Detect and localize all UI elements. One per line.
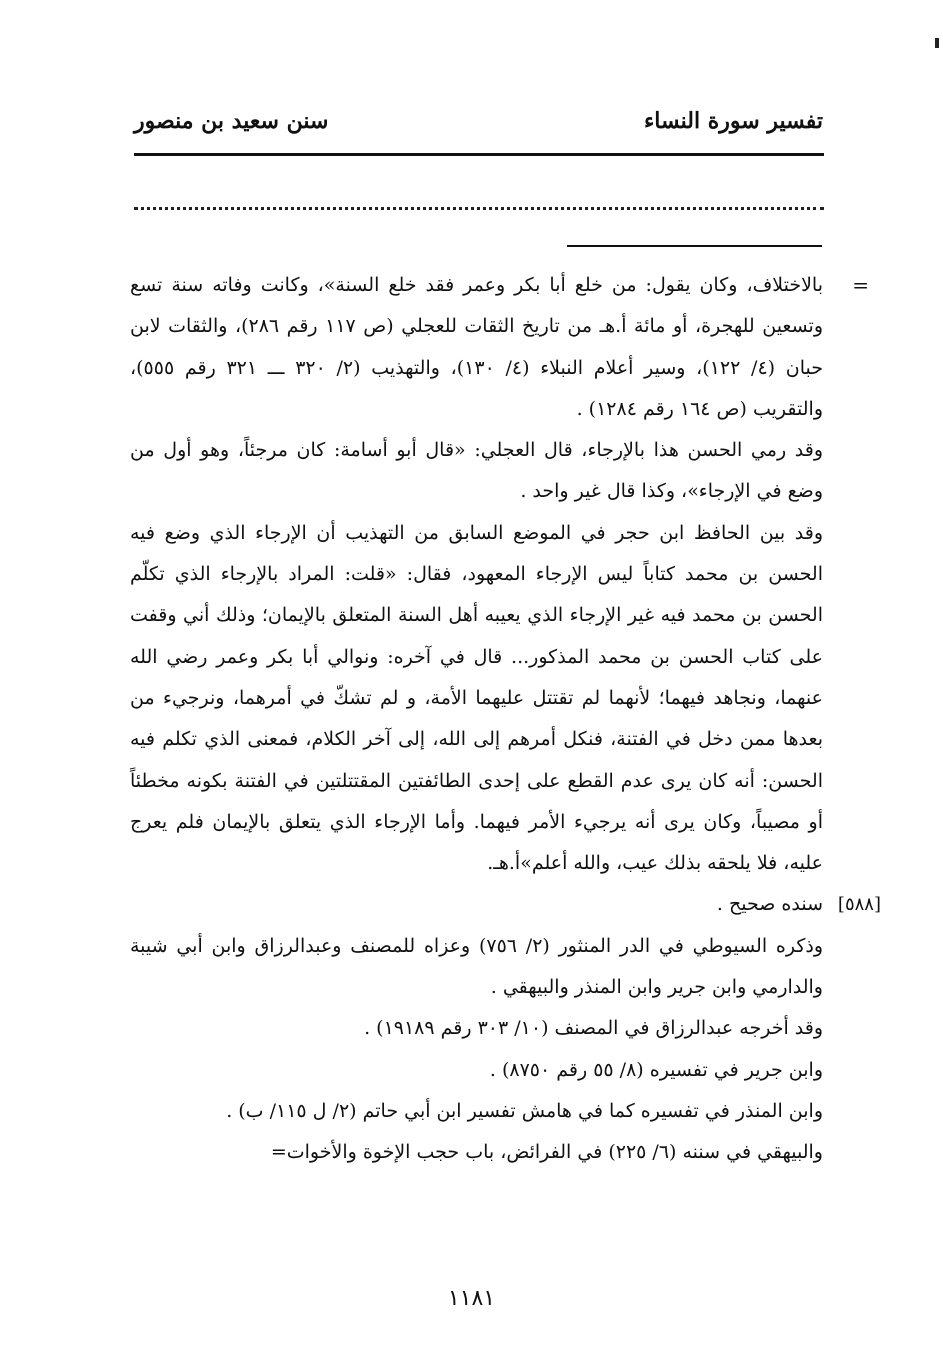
note-line: وابن جرير في تفسيره (٨/ ٥٥ رقم ٨٧٥٠) . bbox=[489, 1058, 823, 1081]
note-line: وابن المنذر في تفسيره كما في هامش تفسير ابن أبي حاتم (٢/ ل ١١٥/ ب) . bbox=[226, 1099, 823, 1122]
note-number: [٥٨٨] bbox=[837, 894, 881, 916]
note-line: وقد أخرجه عبدالرزاق في المصنف (١٠/ ٣٠٣ رقم ١٩١٨٩) . bbox=[364, 1017, 823, 1040]
note-line: سنده صحيح . bbox=[716, 893, 823, 916]
continuation-marker: = bbox=[852, 273, 869, 297]
continued-note-paragraph: بالاختلاف، وكان يقول: من خلع أبا بكر وعمر فقد خلع السنة»، وكانت وفاته سنة تسع وتسعين للهجرة، أو مائة أ.هـ من تاريخ الثقات للعجلي (ص ١١٧ رقم ٢٨٦)، والثقات لابن حبان (٤/ ١٢٢)، وسير أعلام النبلاء (٤/ ١٣٠)، والتهذيب (٢/ ٣٢٠ ـــ ٣٢١ رقم ٥٥٥)، والتقريب (ص ١٦٤ رقم ١٢٨٤) . bbox=[130, 274, 824, 420]
footnote-rule bbox=[567, 245, 822, 247]
note-line: والبيهقي في سننه (٦/ ٢٢٥) في الفرائض، باب حجب الإخوة والأخوات= bbox=[270, 1141, 823, 1164]
chapter-title: تفسير سورة النساء bbox=[643, 108, 823, 134]
page-number: ١١٨١ bbox=[447, 1286, 496, 1311]
irja-paragraph: وقد رمي الحسن هذا بالإرجاء، قال العجلي: «قال أبو أسامة: كان مرجئاً، وهو أول من وضع في الإرجاء»، وكذا قال غير واحد . bbox=[130, 439, 823, 503]
scan-mark bbox=[935, 38, 939, 48]
note-line: وذكره السيوطي في الدر المنثور (٢/ ٧٥٦) وعزاه للمصنف وعبدالرزاق وابن أبي شيبة والدارمي وابن جرير وابن المنذر والبيهقي . bbox=[130, 934, 824, 999]
footnotes-body bbox=[130, 265, 881, 1174]
book-title: سنن سعيد بن منصور bbox=[134, 108, 329, 134]
ibn-hajar-paragraph: وقد بين الحافظ ابن حجر في الموضع السابق من التهذيب أن الإرجاء الذي وضع فيه الحسن بن محمد كتاباً ليس الإرجاء المعهود، فقال: «قلت: المراد بالإرجاء الذي تكلّم الحسن بن محمد فيه غير الإرجاء الذي يعيبه أهل السنة المتعلق بالإيمان؛ وذلك أني وقفت على كتاب الحسن بن محمد المذكور... قال في آخره: ونوالي أبا بكر وعمر رضي الله عنهما، ونجاهد فيهما؛ لأنهما لم تقتتل عليهما الأمة، و لم تشكّ في أمرهما، ونرجيء من بعدها ممن دخل في الفتنة، فنكل أمرهم إلى الله، إلى آخر الكلام، فمعنى الذي تكلم فيه الحسن: أنه كان يرى عدم القطع على إحدى الطائفتين المقتتلتين في الفتنة بكونه مخطئاً أو مصيباً، وكان يرى أنه يرجيء الأمر فيهما. وأما الإرجاء الذي يتعلق بالإيمان فلم يعرج عليه، فلا يلحقه بذلك عيب، والله أعلم»أ.هـ. bbox=[130, 521, 823, 875]
header-rule bbox=[134, 153, 824, 156]
running-header bbox=[134, 108, 823, 148]
dotted-separator bbox=[134, 207, 824, 210]
